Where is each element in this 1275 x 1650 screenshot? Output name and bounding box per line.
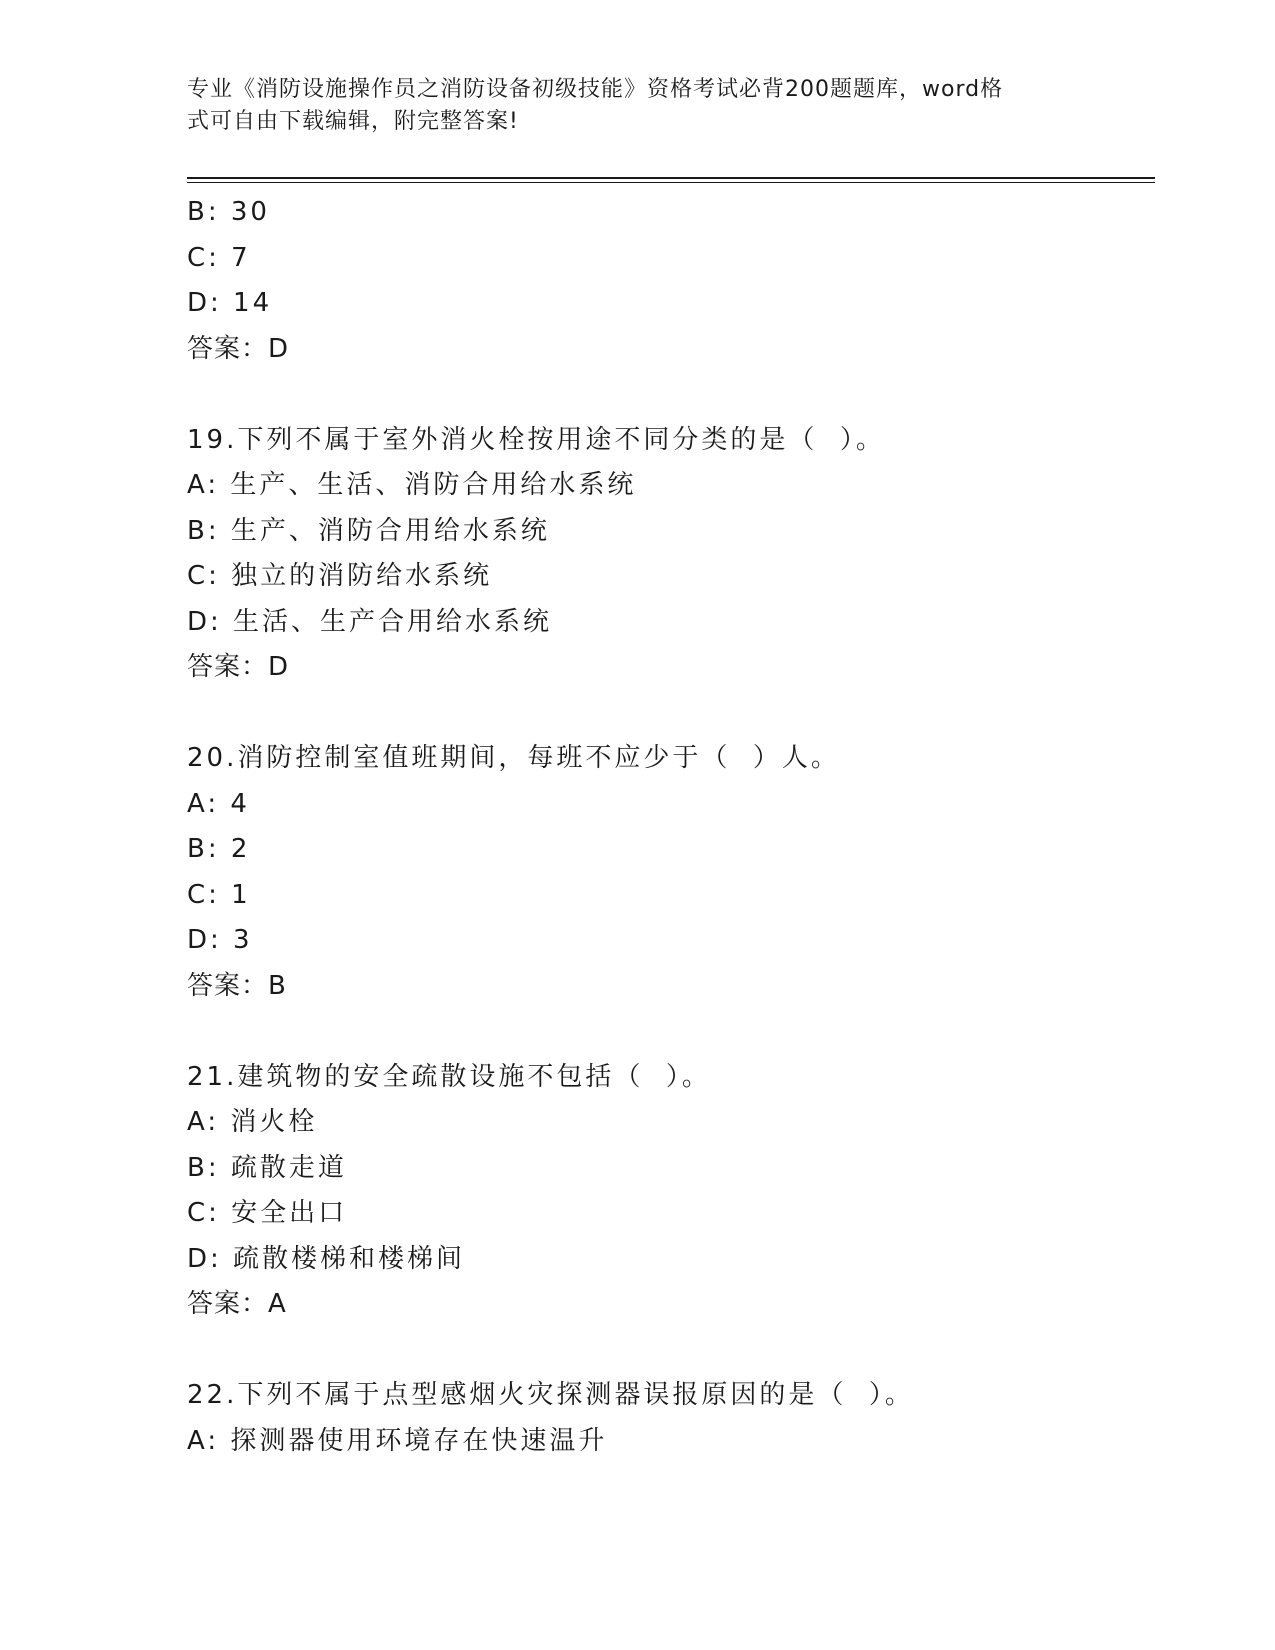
question-20 [187,736,1147,1009]
question-stem: 22.下列不属于点型感烟火灾探测器误报原因的是（ ）。 [187,1380,914,1410]
option-a: A: 消火栓 [187,1107,318,1137]
option-d: D: 生活、生产合用给水系统 [187,606,553,637]
spacer [187,1009,1147,1055]
question-22 [187,1373,1147,1464]
option-c: C: 1 [187,879,251,910]
question-stem: 20.消防控制室值班期间，每班不应少于（ ）人。 [187,743,840,773]
option-b: B: 30 [187,197,270,227]
option-c: C: 7 [187,242,251,273]
header-title-line-2: 式可自由下载编辑，附完整答案! [187,109,519,134]
document-header [187,74,1067,138]
option-d: D: 疏散楼梯和楼梯间 [187,1243,466,1274]
option-c: C: 独立的消防给水系统 [187,561,493,591]
spacer [187,691,1147,737]
answer: 答案：B [187,970,287,1001]
option-b: B: 2 [187,834,251,864]
question-21 [187,1055,1147,1328]
option-d: D: 14 [187,288,273,318]
option-a: A: 生产、生活、消防合用给水系统 [187,470,637,500]
option-b: B: 生产、消防合用给水系统 [187,515,550,546]
option-a: A: 4 [187,788,250,819]
option-a: A: 探测器使用环境存在快速温升 [187,1425,608,1456]
question-stem: 19.下列不属于室外消火栓按用途不同分类的是（ ）。 [187,424,885,455]
answer: 答案：D [187,652,290,682]
header-divider [187,177,1155,183]
option-d: D: 3 [187,925,253,955]
spacer [187,1328,1147,1374]
answer: 答案：D [187,333,290,364]
question-18-continued [187,190,1147,372]
option-c: C: 安全出口 [187,1198,348,1228]
question-19 [187,418,1147,691]
question-list [187,190,1147,1464]
spacer [187,372,1147,418]
option-b: B: 疏散走道 [187,1152,347,1183]
answer: 答案：A [187,1289,287,1319]
question-stem: 21.建筑物的安全疏散设施不包括（ ）。 [187,1061,711,1092]
header-title-line-1: 专业《消防设施操作员之消防设备初级技能》资格考试必背200题题库，word格 [187,77,1004,102]
